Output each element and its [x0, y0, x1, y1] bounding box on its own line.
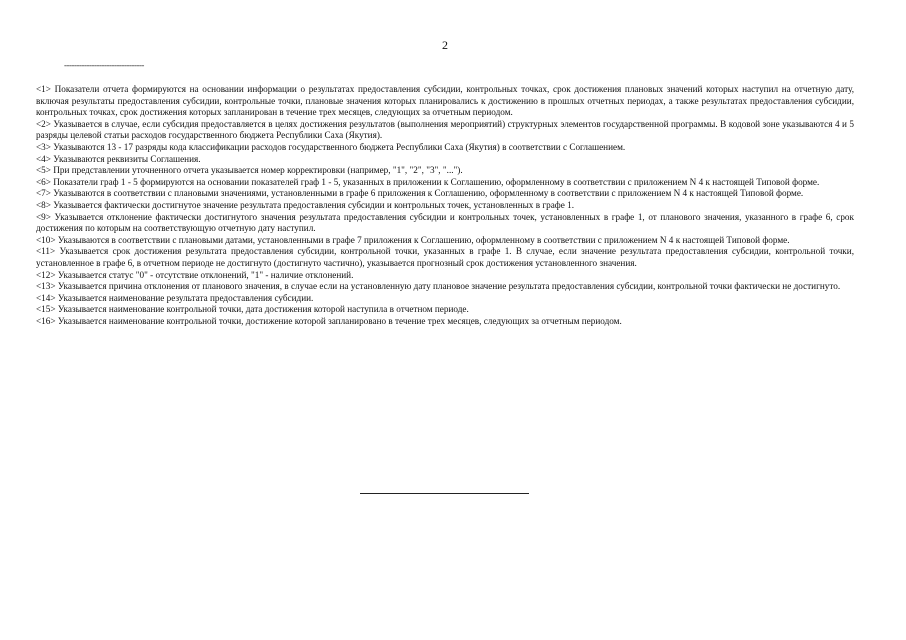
footnote-10: <10> Указываются в соответствии с плановыми датами, установленными в графе 7 приложения к Соглашению, оформленному в соответствии с приложением N 4 к настоящей Типовой форме. — [36, 234, 790, 245]
footnotes-list — [36, 84, 854, 327]
footnote-15: <15> Указывается наименование контрольной точки, дата достижения которой наступила в отчетном периоде. — [36, 304, 469, 315]
footnote-8: <8> Указывается фактически достигнутое значение результата предоставления субсидии и контрольных точек, установленных в графе 1. — [36, 199, 574, 210]
footnote-16: <16> Указывается наименование контрольной точки, достижение которой запланировано в течение трех месяцев, следующих за отчетным периодом. — [36, 315, 622, 326]
footnote-11: <11> Указывается срок достижения результата предоставления субсидии, контрольной точки, указанных в графе 1. В случае, если значение результата предоставления субсидии, контрольной точки, установленное в графе 6, в отчетном периоде не достигнуто (достигнуто частично), указывается прогнозный срок достижения установленного значения. — [36, 246, 854, 268]
footnote-separator: -------------------------------- — [64, 60, 144, 70]
footnote-1: <1> Показатели отчета формируются на основании информации о результатах предоставления субсидии, контрольных точках, срок достижения плановых значений которых наступил на отчетную дату, включая результаты предоставления субсидии, контрольные точки, плановые значения которых планировались к достижению в прошлых отчетных периодах, а также результатах предоставления субсидии, контрольных точках, срок достижения которых запланирован в течение трех месяцев, следующих за отчетным периодом. — [36, 84, 854, 118]
footnote-7: <7> Указываются в соответствии с плановыми значениями, установленными в графе 6 приложения к Соглашению, оформленному в соответствии с приложением N 4 к настоящей Типовой форме. — [36, 188, 804, 199]
footnote-2: <2> Указывается в случае, если субсидия предоставляется в целях достижения результатов (выполнения мероприятий) структурных элементов государственной программы. В кодовой зоне указываются 4 и 5 разряды целевой статьи расходов государственного бюджета Республики Саха (Якутия). — [36, 118, 854, 141]
footnote-6: <6> Показатели граф 1 - 5 формируются на основании показателей граф 1 - 5, указанных в приложении к Соглашению, оформленному в соответствии с приложением N 4 к настоящей Типовой форме. — [36, 176, 820, 187]
end-of-document-rule — [360, 493, 529, 494]
footnote-12: <12> Указывается статус "0" - отсутствие отклонений, "1" - наличие отклонений. — [36, 269, 354, 280]
footnote-4: <4> Указываются реквизиты Соглашения. — [36, 153, 201, 164]
footnote-13: <13> Указывается причина отклонения от планового значения, в случае если на установленную дату плановое значение результата предоставления субсидии, контрольной точки фактически не достигнуто. — [36, 281, 841, 292]
footnote-14: <14> Указывается наименование результата предоставления субсидии. — [36, 292, 314, 303]
footnote-5: <5> При представлении уточненного отчета указывается номер корректировки (например, "1", "2", "3", "..."). — [36, 165, 463, 176]
footnote-3: <3> Указываются 13 - 17 разряды кода классификации расходов государственного бюджета Республики Саха (Якутия) в соответствии с Соглашением. — [36, 141, 626, 152]
page-number: 2 — [442, 38, 448, 52]
footnote-9: <9> Указывается отклонение фактически достигнутого значения результата предоставления субсидии и контрольных точек, установленных в графе 1, от планового значения, указанного в графе 6, срок достижения по которым на соответствующую отчетную дату наступил. — [36, 211, 854, 234]
